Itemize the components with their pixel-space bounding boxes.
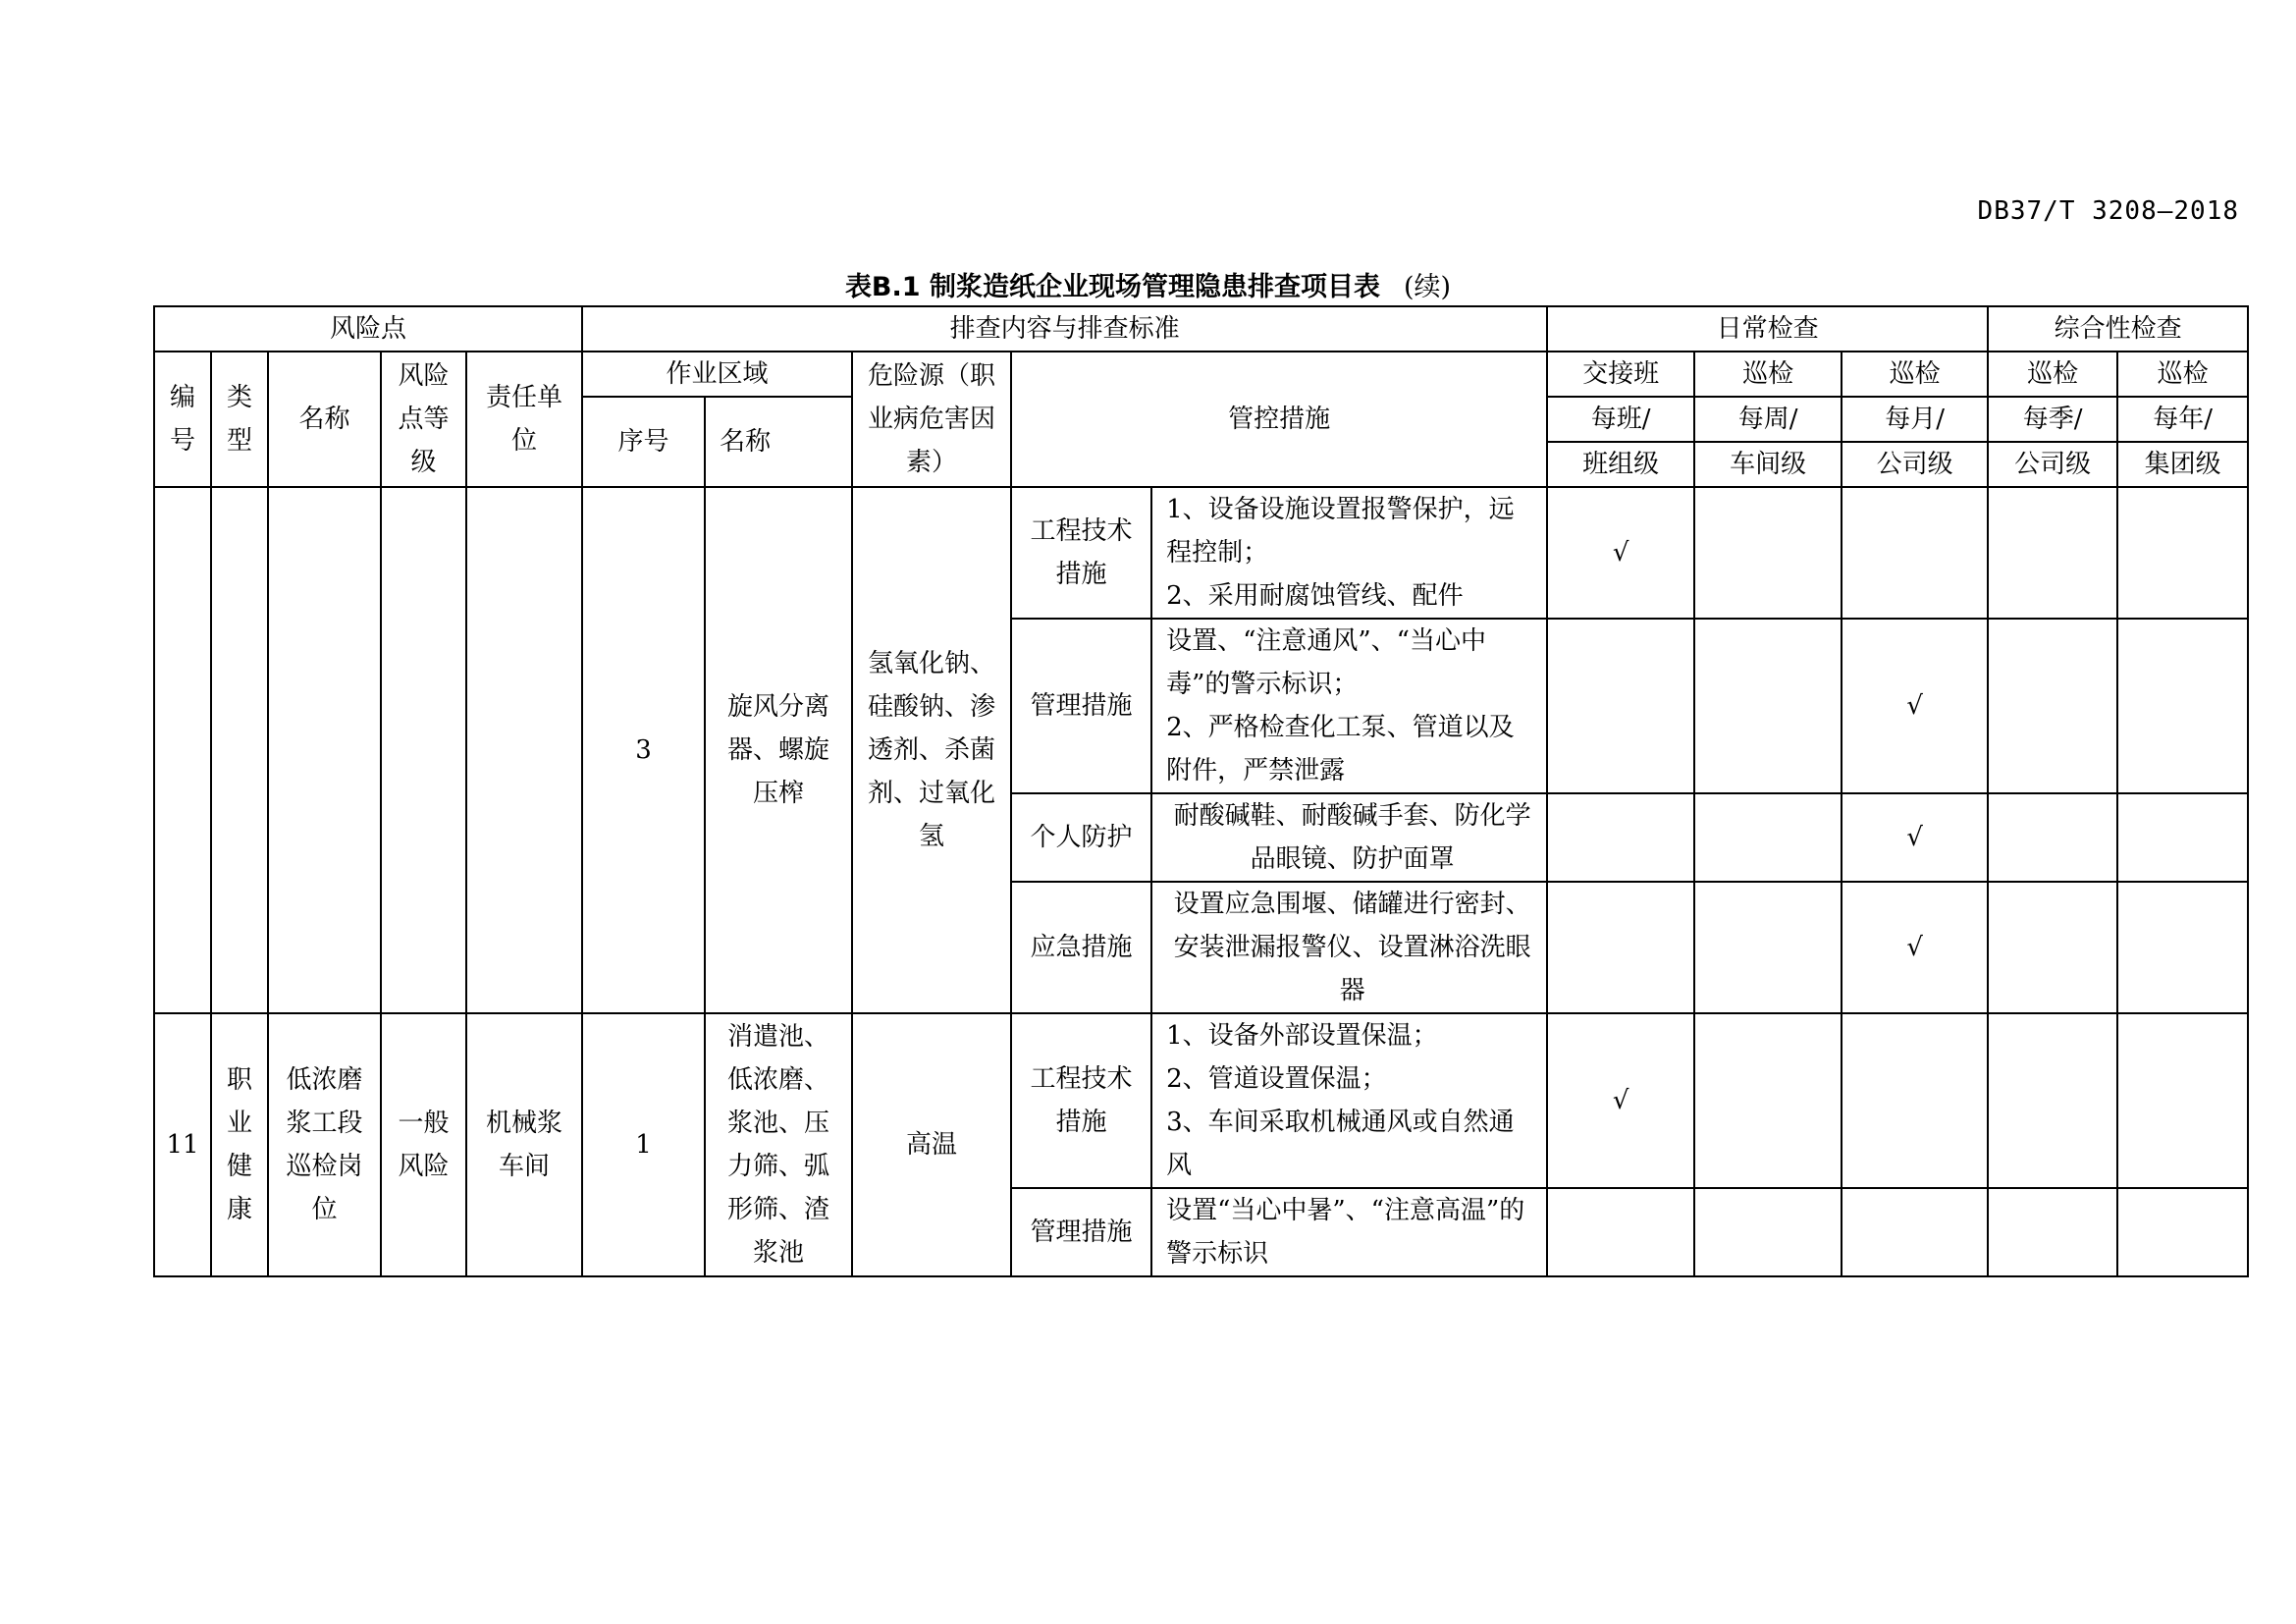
cell-area-name: 消遣池、低浓磨、浆池、压力筛、弧形筛、渣浆池	[705, 1013, 852, 1276]
cell-check: √	[1842, 882, 1988, 1013]
cell-measure-text: 设置“当心中暑”、“注意高温”的警示标识	[1151, 1188, 1547, 1276]
header-chk3-a: 巡检	[1842, 352, 1988, 397]
table-row	[154, 1013, 2248, 1188]
header-chk1-b: 每班/	[1547, 397, 1694, 442]
header-no: 编号	[154, 352, 211, 487]
cell-level-empty	[381, 487, 466, 1013]
cell-measure-category: 工程技术措施	[1011, 1013, 1151, 1188]
header-chk4-a: 巡检	[1988, 352, 2117, 397]
cell-name: 低浓磨浆工段巡检岗位	[268, 1013, 381, 1276]
cell-check-empty	[1988, 882, 2117, 1013]
header-chk1-c: 班组级	[1547, 442, 1694, 487]
cell-hazard: 氢氧化钠、硅酸钠、渗透剂、杀菌剂、过氧化氢	[852, 487, 1011, 1013]
cell-check-empty	[2117, 793, 2248, 882]
cell-check-empty	[2117, 1013, 2248, 1188]
cell-check-empty	[1694, 793, 1842, 882]
header-chk2-c: 车间级	[1694, 442, 1842, 487]
cell-unit-empty	[466, 487, 582, 1013]
cell-check-empty	[1547, 882, 1694, 1013]
cell-measure-category: 工程技术措施	[1011, 487, 1151, 619]
cell-area-name: 旋风分离器、螺旋压榨	[705, 487, 852, 1013]
header-daily-check: 日常检查	[1547, 306, 1988, 352]
cell-type: 职业健康	[211, 1013, 268, 1276]
header-work-area: 作业区域	[582, 352, 852, 397]
cell-check-empty	[1694, 882, 1842, 1013]
header-comprehensive-check: 综合性检查	[1988, 306, 2248, 352]
cell-measure-text: 耐酸碱鞋、耐酸碱手套、防化学品眼镜、防护面罩	[1151, 793, 1547, 882]
cell-check-empty	[2117, 1188, 2248, 1276]
cell-check: √	[1547, 1013, 1694, 1188]
cell-check-empty	[1988, 1013, 2117, 1188]
cell-measure-text: 设置应急围堰、储罐进行密封、安装泄漏报警仪、设置淋浴洗眼器	[1151, 882, 1547, 1013]
cell-measure-text: 1、设备外部设置保温； 2、管道设置保温； 3、车间采取机械通风或自然通风	[1151, 1013, 1547, 1188]
cell-risk-level: 一般风险	[381, 1013, 466, 1276]
table-title	[0, 265, 2296, 303]
header-responsible-unit: 责任单位	[466, 352, 582, 487]
cell-check: √	[1547, 487, 1694, 619]
header-hazard-source: 危险源（职业病危害因素）	[852, 352, 1011, 487]
header-row-1	[154, 306, 2248, 352]
cell-hazard: 高温	[852, 1013, 1011, 1276]
header-area-name: 名称	[705, 397, 852, 487]
cell-check-empty	[1988, 619, 2117, 793]
cell-measure-category: 管理措施	[1011, 619, 1151, 793]
header-row-2	[154, 352, 2248, 397]
cell-check-empty	[1694, 1013, 1842, 1188]
header-type: 类型	[211, 352, 268, 487]
header-chk3-c: 公司级	[1842, 442, 1988, 487]
header-chk5-c: 集团级	[2117, 442, 2248, 487]
header-name: 名称	[268, 352, 381, 487]
cell-check: √	[1842, 793, 1988, 882]
hazard-inspection-table	[153, 305, 2249, 1277]
cell-check-empty	[1988, 1188, 2117, 1276]
cell-measure-category: 管理措施	[1011, 1188, 1151, 1276]
header-risk-level: 风险点等级	[381, 352, 466, 487]
header-chk5-b: 每年/	[2117, 397, 2248, 442]
cell-check-empty	[2117, 487, 2248, 619]
table-title-text: 表B.1 制浆造纸企业现场管理隐患排查项目表	[844, 272, 1380, 302]
cell-check-empty	[1842, 1188, 1988, 1276]
cell-check-empty	[1547, 1188, 1694, 1276]
cell-check-empty	[1988, 793, 2117, 882]
header-chk1-a: 交接班	[1547, 352, 1694, 397]
cell-check-empty	[1842, 1013, 1988, 1188]
cell-check-empty	[1547, 619, 1694, 793]
cell-check-empty	[1547, 793, 1694, 882]
cell-check-empty	[1988, 487, 2117, 619]
cell-check-empty	[1842, 487, 1988, 619]
header-inspection-content: 排查内容与排查标准	[582, 306, 1547, 352]
cell-measure-text: 1、设备设施设置报警保护，远程控制； 2、采用耐腐蚀管线、配件	[1151, 487, 1547, 619]
cell-type-empty	[211, 487, 268, 1013]
document-code: DB37/T 3208—2018	[1977, 196, 2239, 226]
table-title-continued: (续)	[1403, 272, 1452, 302]
header-chk2-a: 巡检	[1694, 352, 1842, 397]
cell-no-empty	[154, 487, 211, 1013]
cell-check: √	[1842, 619, 1988, 793]
header-chk3-b: 每月/	[1842, 397, 1988, 442]
cell-check-empty	[1694, 619, 1842, 793]
cell-measure-text: 设置、“注意通风”、“当心中毒”的警示标识； 2、严格检查化工泵、管道以及附件，严禁泄露	[1151, 619, 1547, 793]
cell-area-seq: 1	[582, 1013, 705, 1276]
cell-check-empty	[2117, 619, 2248, 793]
header-chk4-c: 公司级	[1988, 442, 2117, 487]
header-chk4-b: 每季/	[1988, 397, 2117, 442]
cell-no: 11	[154, 1013, 211, 1276]
cell-area-seq: 3	[582, 487, 705, 1013]
cell-measure-category: 应急措施	[1011, 882, 1151, 1013]
header-control-measures: 管控措施	[1011, 352, 1547, 487]
header-risk-point: 风险点	[154, 306, 582, 352]
header-chk2-b: 每周/	[1694, 397, 1842, 442]
header-area-seq: 序号	[582, 397, 705, 487]
header-chk5-a: 巡检	[2117, 352, 2248, 397]
cell-check-empty	[1694, 487, 1842, 619]
cell-check-empty	[2117, 882, 2248, 1013]
cell-name-empty	[268, 487, 381, 1013]
cell-measure-category: 个人防护	[1011, 793, 1151, 882]
table-row	[154, 487, 2248, 619]
cell-check-empty	[1694, 1188, 1842, 1276]
cell-responsible-unit: 机械浆车间	[466, 1013, 582, 1276]
